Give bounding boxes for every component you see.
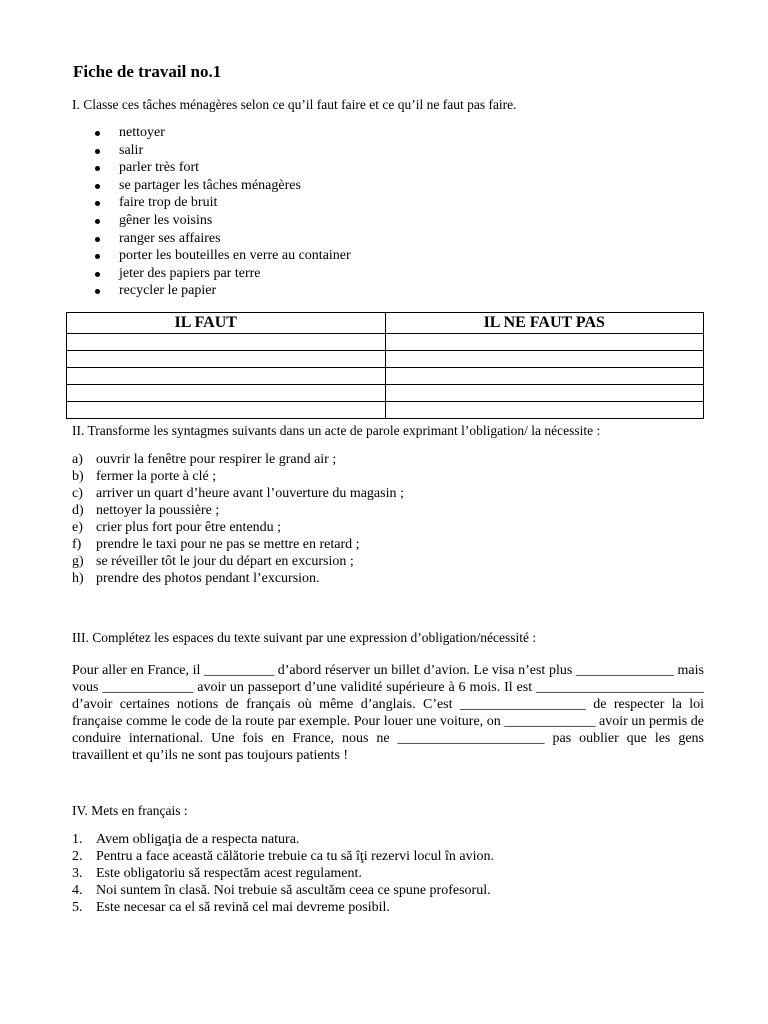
section-1-heading: I. Classe ces tâches ménagères selon ce qu’il faut faire et ce qu’il ne faut pas faire. <box>72 97 517 112</box>
list-item: ranger ses affaires <box>72 230 704 248</box>
item-marker: a) <box>72 451 83 467</box>
list-item: parler très fort <box>72 159 704 177</box>
list-item <box>72 848 704 865</box>
list-item: recycler le papier <box>72 282 704 300</box>
table-header-row <box>67 312 704 333</box>
table-row <box>67 401 704 418</box>
list-item: salir <box>72 142 704 160</box>
list-item <box>72 519 704 536</box>
page-title: Fiche de travail no.1 <box>73 62 222 81</box>
answer-cell[interactable] <box>67 401 386 418</box>
item-marker: h) <box>72 570 84 586</box>
item-marker: 4. <box>72 882 83 898</box>
list-item <box>72 536 704 553</box>
column-header-il-faut: IL FAUT <box>67 312 386 333</box>
item-text: Este necesar ca el să revină cel mai devreme posibil. <box>96 899 390 915</box>
item-marker: e) <box>72 519 83 535</box>
list-item: nettoyer <box>72 124 704 142</box>
answer-cell[interactable] <box>385 333 704 350</box>
fill-in-paragraph: Pour aller en France, il __________ d’abord réserver un billet d’avion. Le visa n’est plus ______________ mais vous _____________ avoir un passeport d’une validité supérieure à 6 mois. Il est ________________________ d’avoir certaines notions de français où même d’anglais. C’est __________________ de respecter la loi française comme le code de la route par exemple. Pour louer une voiture, on _____________ avoir un permis de conduire international. Une fois en France, nous ne _____________________ pas oublier que les gens travaillent et qu’ils ne sont pas toujours patients ! <box>72 662 704 763</box>
list-item <box>72 865 704 882</box>
list-item <box>72 485 704 502</box>
item-text: Avem obligaţia de a respecta natura. <box>96 831 300 847</box>
item-text: prendre le taxi pour ne pas se mettre en retard ; <box>96 536 360 552</box>
item-marker: 1. <box>72 831 83 847</box>
item-text: se réveiller tôt le jour du départ en excursion ; <box>96 553 354 569</box>
list-item <box>72 831 704 848</box>
section-4-list <box>72 831 704 916</box>
list-item: faire trop de bruit <box>72 194 704 212</box>
table-row <box>67 333 704 350</box>
answer-cell[interactable] <box>385 401 704 418</box>
answer-cell[interactable] <box>385 367 704 384</box>
item-text: Pentru a face această călătorie trebuie ca tu să îţi rezervi locul în avion. <box>96 848 495 864</box>
list-item <box>72 553 704 570</box>
list-item: porter les bouteilles en verre au container <box>72 247 704 265</box>
item-marker: 5. <box>72 899 83 915</box>
table-row <box>67 367 704 384</box>
list-item <box>72 451 704 468</box>
list-item <box>72 570 704 587</box>
answer-cell[interactable] <box>67 350 386 367</box>
item-text: Este obligatoriu să respectăm acest regulament. <box>96 865 362 881</box>
classification-table <box>66 312 704 419</box>
list-item: jeter des papiers par terre <box>72 265 704 283</box>
answer-cell[interactable] <box>67 333 386 350</box>
section-2-heading: II. Transforme les syntagmes suivants dans un acte de parole exprimant l’obligation/ la nécessite : <box>72 422 601 438</box>
answer-cell[interactable] <box>67 384 386 401</box>
item-text: Noi suntem în clasă. Noi trebuie să ascultăm ceea ce spune profesorul. <box>96 882 491 898</box>
list-item <box>72 468 704 485</box>
list-item: se partager les tâches ménagères <box>72 177 704 195</box>
worksheet-page <box>72 62 704 916</box>
column-header-il-ne-faut-pas: IL NE FAUT PAS <box>385 312 704 333</box>
item-marker: b) <box>72 468 84 484</box>
item-text: arriver un quart d’heure avant l’ouverture du magasin ; <box>96 485 404 501</box>
item-text: nettoyer la poussière ; <box>96 502 220 518</box>
list-item <box>72 882 704 899</box>
list-item <box>72 502 704 519</box>
table-row <box>67 350 704 367</box>
item-marker: 2. <box>72 848 83 864</box>
section-2-list <box>72 451 704 587</box>
section-3-heading: III. Complétez les espaces du texte suivant par une expression d’obligation/nécessité : <box>72 629 537 645</box>
section-4-heading: IV. Mets en français : <box>72 802 188 818</box>
section-1-list <box>72 124 704 300</box>
item-text: crier plus fort pour être entendu ; <box>96 519 282 535</box>
item-marker: 3. <box>72 865 83 881</box>
item-marker: c) <box>72 485 83 501</box>
item-text: fermer la porte à clé ; <box>96 468 217 484</box>
answer-cell[interactable] <box>385 350 704 367</box>
item-marker: g) <box>72 553 84 569</box>
item-text: ouvrir la fenêtre pour respirer le grand air ; <box>96 451 337 467</box>
answer-cell[interactable] <box>67 367 386 384</box>
list-item <box>72 899 704 916</box>
answer-cell[interactable] <box>385 384 704 401</box>
table-row <box>67 384 704 401</box>
list-item: gêner les voisins <box>72 212 704 230</box>
item-text: prendre des photos pendant l’excursion. <box>96 570 320 586</box>
item-marker: f) <box>72 536 82 552</box>
item-marker: d) <box>72 502 84 518</box>
